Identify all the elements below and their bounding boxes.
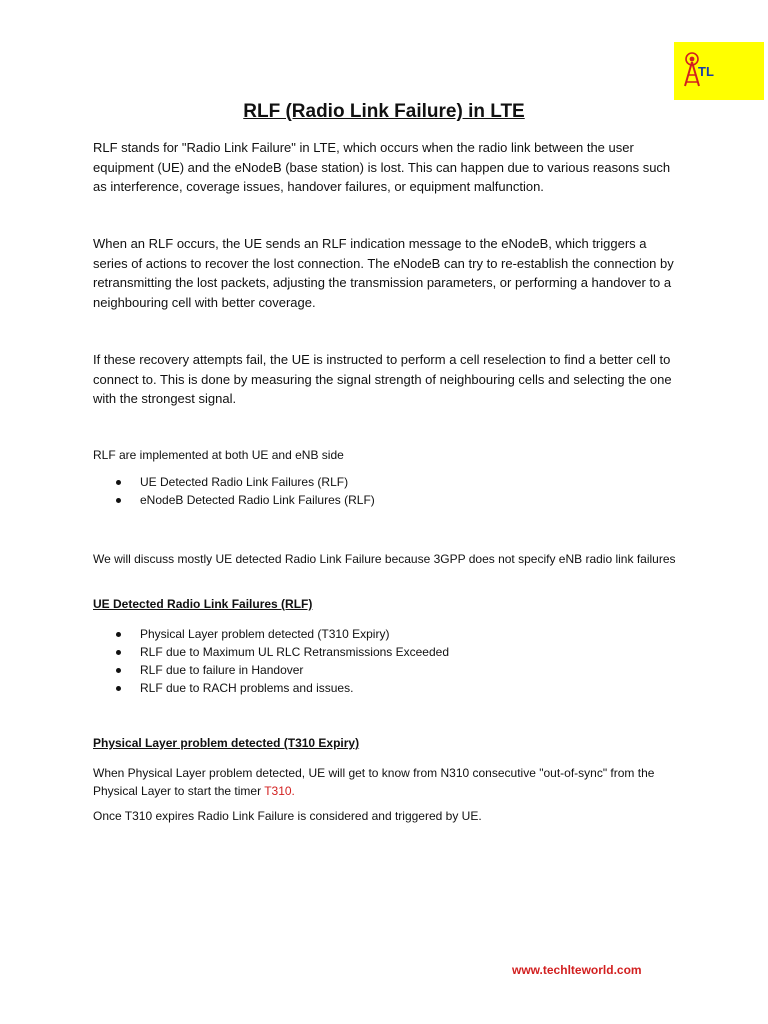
list-item: RLF due to Maximum UL RLC Retransmissions Exceeded [93, 643, 449, 661]
paragraph-implementation: RLF are implemented at both UE and eNB side [93, 448, 344, 462]
website-link[interactable]: www.techlteworld.com [512, 963, 642, 977]
implementation-list [93, 473, 375, 509]
timer-highlight: T310. [264, 784, 295, 798]
bullet-icon [116, 632, 121, 637]
bullet-icon [116, 668, 121, 673]
bullet-icon [116, 480, 121, 485]
logo-monogram: TL [698, 64, 714, 79]
list-item: Physical Layer problem detected (T310 Expiry) [93, 625, 449, 643]
bullet-icon [116, 498, 121, 503]
list-item: eNodeB Detected Radio Link Failures (RLF) [93, 491, 375, 509]
antenna-tower-icon [674, 42, 764, 100]
paragraph-scope: We will discuss mostly UE detected Radio Link Failure because 3GPP does not specify eNB radio link failures [93, 552, 676, 566]
heading-physical-layer: Physical Layer problem detected (T310 Expiry) [93, 736, 360, 750]
list-item: RLF due to failure in Handover [93, 661, 449, 679]
bullet-icon [116, 650, 121, 655]
paragraph-cell-reselection: If these recovery attempts fail, the UE is instructed to perform a cell reselection to find a better cell to connect to. This is done by measuring the signal strength of neighbouring cells and selecting the one with the strongest signal. [93, 352, 672, 406]
heading-ue-detected: UE Detected Radio Link Failures (RLF) [93, 597, 313, 611]
brand-logo [674, 42, 764, 100]
paragraph-t310-expiry: Once T310 expires Radio Link Failure is considered and triggered by UE. [93, 809, 482, 823]
bullet-icon [116, 686, 121, 691]
paragraph-rlf-recovery: When an RLF occurs, the UE sends an RLF indication message to the eNodeB, which triggers a series of actions to recover the lost connection. The eNodeB can try to re-establish the connection by retransmitting the lost packets, adjusting the transmission parameters, or performing a handover to a neighbouring cell with better coverage. [93, 236, 674, 310]
paragraph-t310-start: When Physical Layer problem detected, UE will get to know from N310 consecutive "out-of-sync" from the Physical Layer to start the timer T310. [93, 766, 655, 798]
ue-detected-list [93, 625, 449, 697]
page-title: RLF (Radio Link Failure) in LTE [243, 101, 525, 122]
list-item: RLF due to RACH problems and issues. [93, 679, 449, 697]
paragraph-definition: RLF stands for "Radio Link Failure" in LTE, which occurs when the radio link between the user equipment (UE) and the eNodeB (base station) is lost. This can happen due to various reasons such as interference, coverage issues, handover failures, or equipment malfunction. [93, 140, 671, 194]
list-item: UE Detected Radio Link Failures (RLF) [93, 473, 375, 491]
